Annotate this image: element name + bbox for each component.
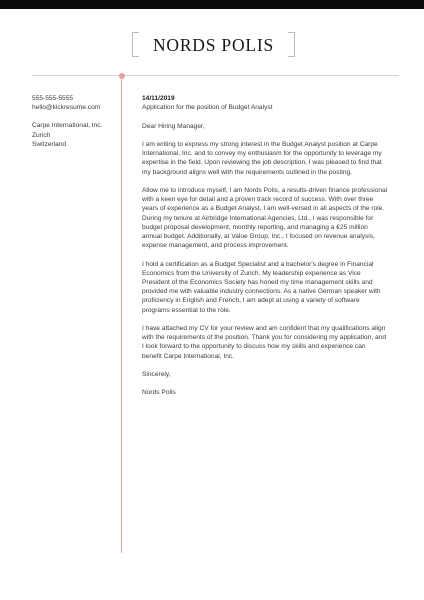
letter-paragraph: I have attached my CV for your review and am confident that my qualifications align with the requirements of the position. Thank you for considering my application, and I look forward to the opportunity to discuss how my skills and experience can benefit Carpe International, Inc. — [142, 325, 386, 360]
recipient-city: Zurich — [32, 131, 51, 139]
recipient-company: Carpe International, Inc. — [32, 122, 103, 130]
letter-body — [142, 94, 404, 407]
email-address: hello@kickresume.com — [32, 104, 101, 112]
top-bar — [0, 0, 424, 9]
phone-number: 555-555-5555 — [32, 95, 74, 102]
letter-signature: Nords Polis — [142, 389, 176, 397]
letter-paragraph: Allow me to introduce myself, I am Nords Polis, a results-driven finance professional with a keen eye for detail and a proven track record of success. With over three years of experience as a Budget Analyst, I am well-versed in all aspects of the role. During my tenure at Airbridge International Agencies, Ltd., I was responsible for budget proposal development, monthly reporting, and managing a €25 million annual budget. Additionally, at Value Group, Inc., I focused on revenue analysis, expense management, and process improvement. — [142, 186, 388, 250]
letter-subject: Application for the position of Budget Analyst — [142, 104, 273, 112]
recipient-country: Switzerland — [32, 140, 67, 148]
horizontal-divider — [32, 75, 399, 76]
letter-paragraph: I am writing to express my strong interest in the Budget Analyst position at Carpe International, Inc. and to convey my enthusiasm for the opportunity to leverage my expertise in the field. Upon reviewing the job description, I was pleased to find that my background aligns well with the requirements outlined in the posting. — [142, 140, 382, 176]
divider-dot — [119, 73, 125, 79]
contact-sidebar — [32, 94, 102, 149]
letter-paragraph: I hold a certification as a Budget Specialist and a bachelor's degree in Financial Economics from the University of Zurich. My leadership experience as Vice President of the Economics Society has honed my time management skills and provided me with valuable industry connections. As a native German speaker with proficiency in English and French, I am adept at using a variety of software programs essential to the role. — [142, 260, 381, 314]
letter-closing: Sincerely, — [142, 371, 171, 378]
letter-greeting: Dear Hiring Manager, — [142, 122, 205, 130]
applicant-name: NORDS POLIS — [152, 35, 275, 55]
letter-date: 14/11/2019 — [142, 95, 175, 102]
vertical-divider — [121, 79, 122, 553]
name-frame — [132, 32, 295, 57]
